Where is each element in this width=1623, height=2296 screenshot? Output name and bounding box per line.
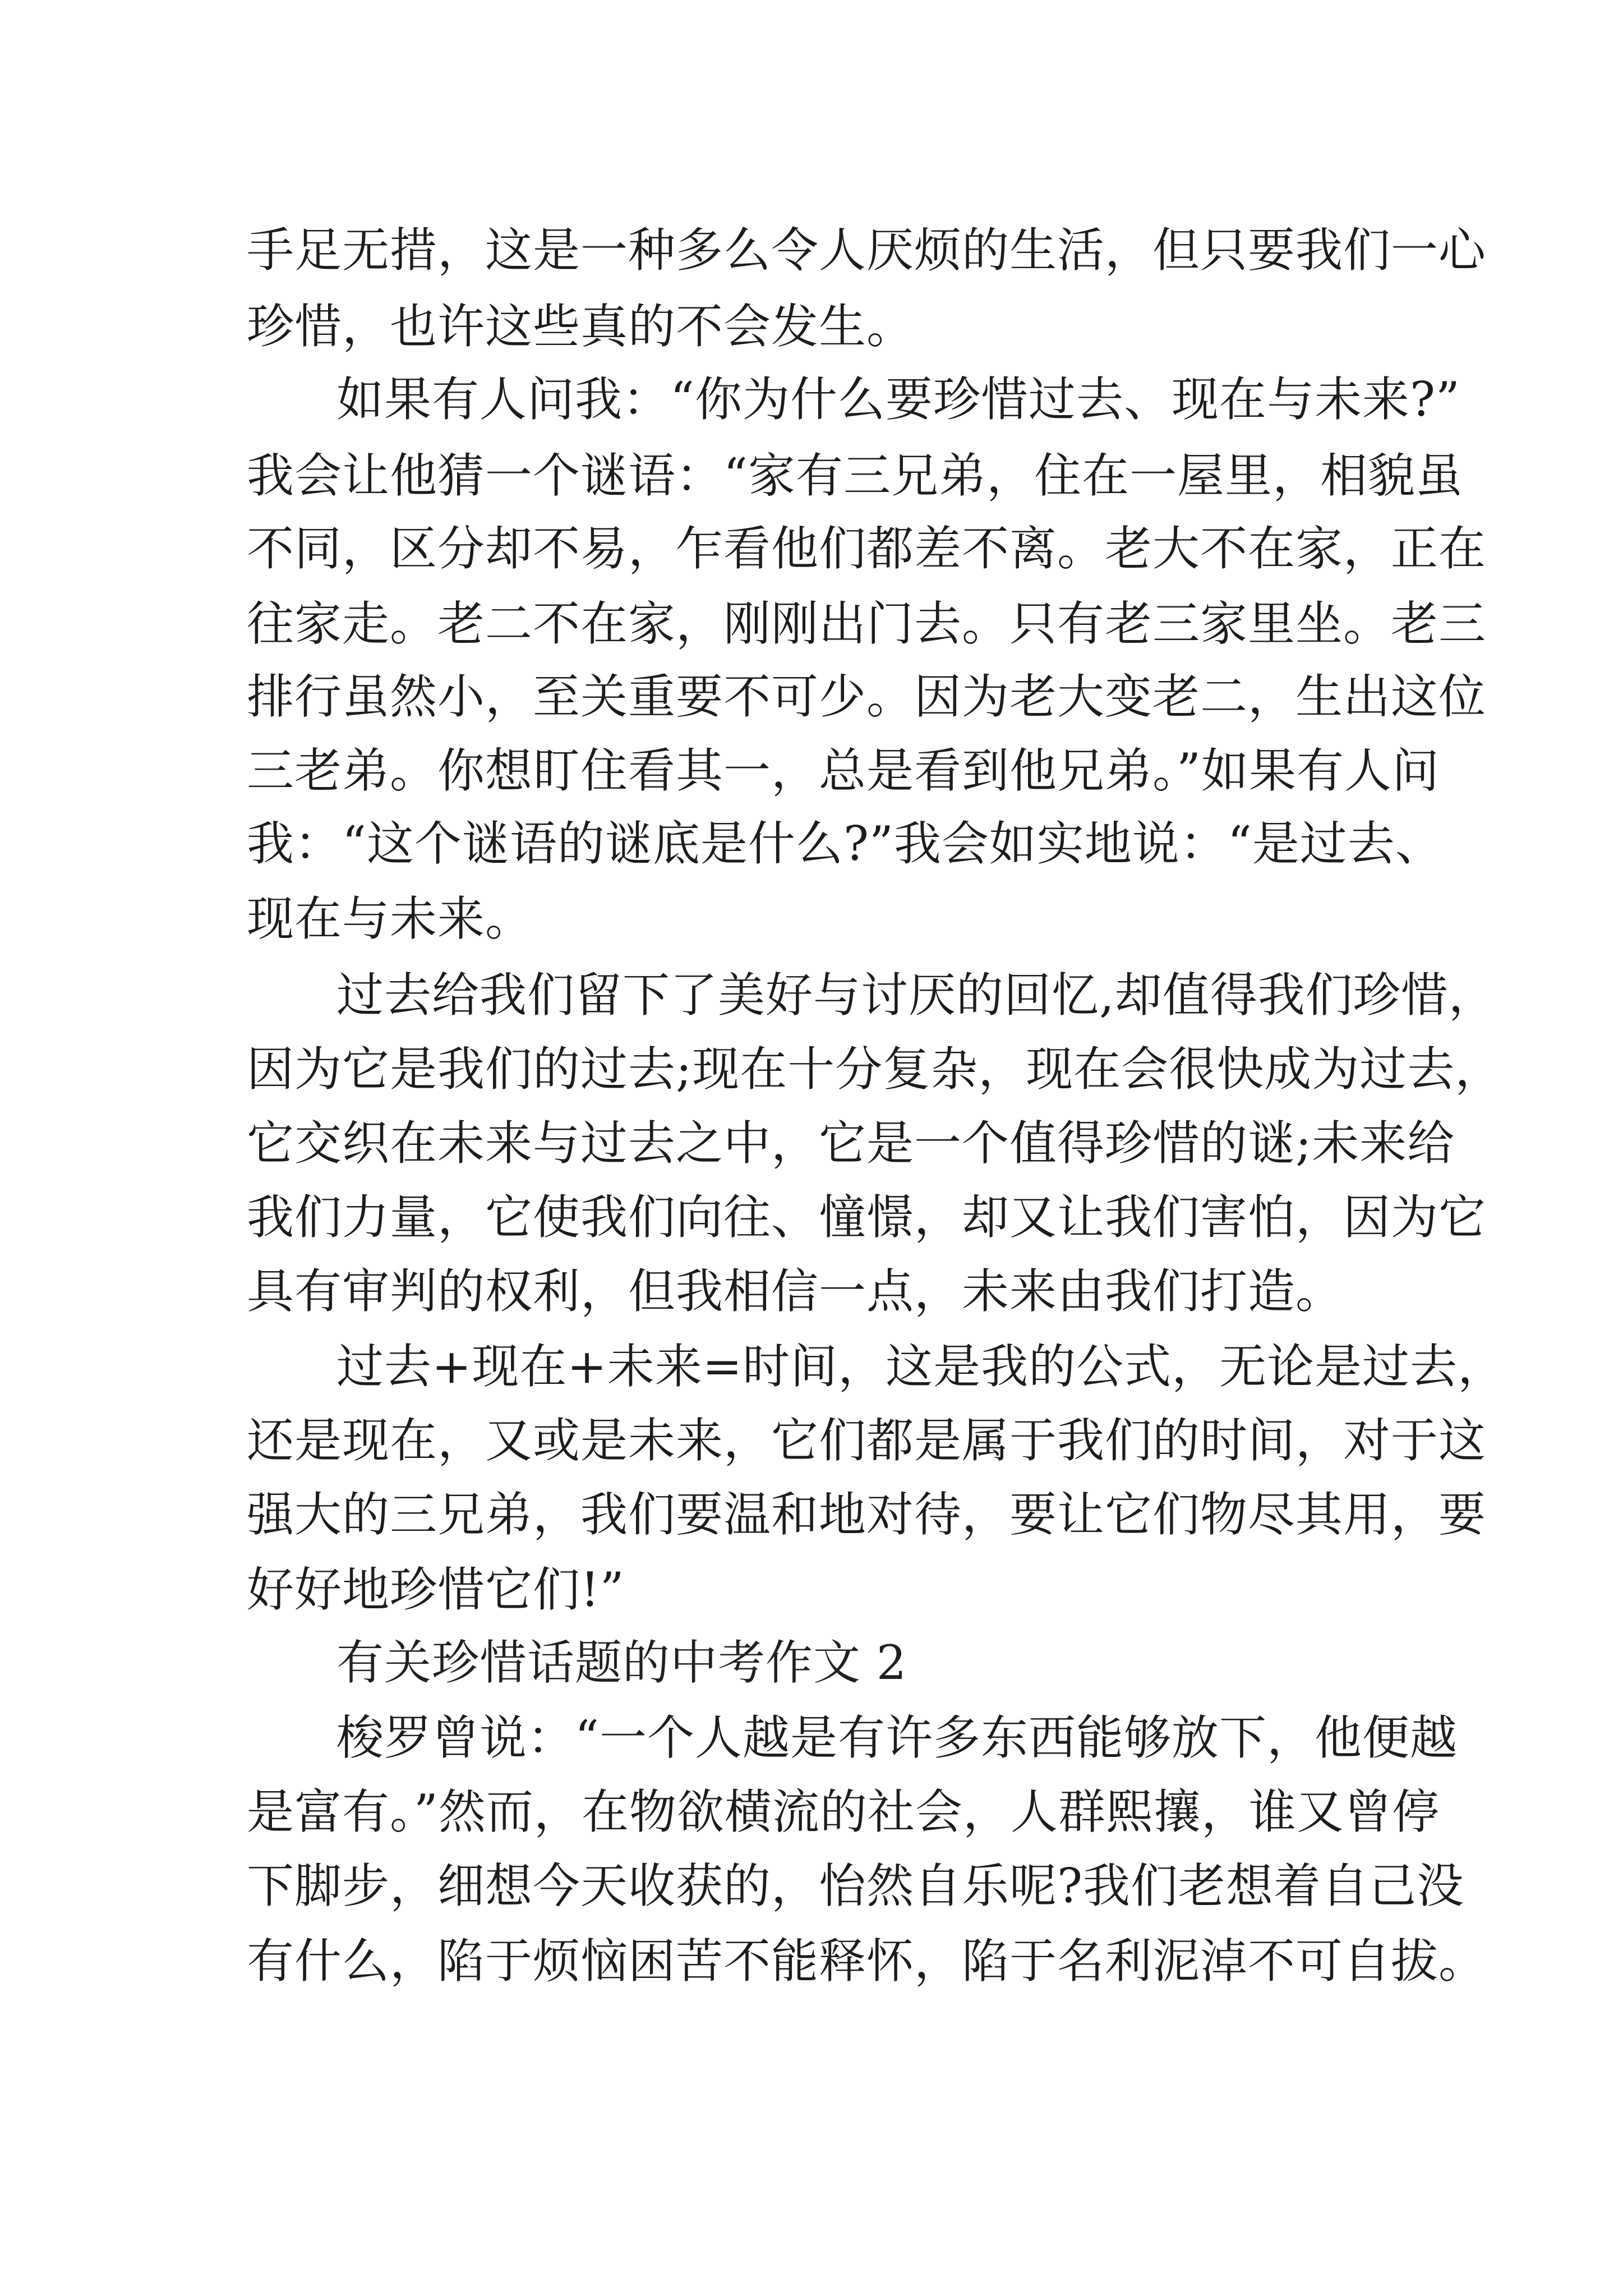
paragraph-start-line: 过去给我们留下了美好与讨厌的回忆,却值得我们珍惜， <box>336 968 1496 1023</box>
text-line: 具有审判的权利，但我相信一点，未来由我们打造。 <box>247 1264 1344 1319</box>
paragraph-start-line: 梭罗曾说：“一个人越是有许多东西能够放下，他便越 <box>336 1710 1458 1765</box>
text-line: 我们力量，它使我们向往、憧憬，却又让我们害怕，因为它 <box>247 1190 1487 1245</box>
text-line: 排行虽然小，至关重要不可少。因为老大变老二，生出这位 <box>247 669 1487 724</box>
text-line: 好好地珍惜它们!” <box>247 1562 625 1617</box>
text-line: 强大的三兄弟，我们要温和地对待，要让它们物尽其用，要 <box>247 1487 1487 1542</box>
text-line: 因为它是我们的过去;现在十分复杂，现在会很快成为过去， <box>247 1042 1503 1097</box>
text-line: 手足无措，这是一种多么令人厌烦的生活，但只要我们一心 <box>247 223 1487 278</box>
paragraph-start-line: 如果有人问我：“你为什么要珍惜过去、现在与未来?” <box>336 372 1460 427</box>
text-line: 下脚步，细想今天收获的，怡然自乐呢?我们老想着自己没 <box>247 1858 1465 1913</box>
text-line: 还是现在，又或是未来，它们都是属于我们的时间，对于这 <box>247 1413 1487 1468</box>
text-line: 我：“这个谜语的谜底是什么?”我会如实地说：“是过去、 <box>247 816 1443 871</box>
text-line: 它交织在未来与过去之中，它是一个值得珍惜的谜;未来给 <box>247 1116 1455 1171</box>
paragraph-start-line: 过去+现在+未来=时间，这是我的公式，无论是过去， <box>336 1339 1506 1394</box>
text-line: 有什么，陷于烦恼困苦不能释怀，陷于名利泥淖不可自拔。 <box>247 1934 1487 1989</box>
text-line: 往家走。老二不在家，刚刚出门去。只有老三家里坐。老三 <box>247 596 1487 651</box>
essay-heading: 有关珍惜话题的中考作文 2 <box>336 1635 907 1690</box>
text-line: 珍惜，也许这些真的不会发生。 <box>247 299 915 354</box>
text-line: 不同，区分却不易，乍看他们都差不离。老大不在家，正在 <box>247 521 1487 576</box>
text-line: 三老弟。你想盯住看其一，总是看到他兄弟。”如果有人问 <box>247 743 1440 798</box>
text-line: 现在与未来。 <box>247 891 533 946</box>
text-line: 是富有。”然而，在物欲横流的社会，人群熙攘，谁又曾停 <box>247 1784 1440 1839</box>
text-line: 我会让他猜一个谜语：“家有三兄弟，住在一屋里，相貌虽 <box>247 448 1463 503</box>
